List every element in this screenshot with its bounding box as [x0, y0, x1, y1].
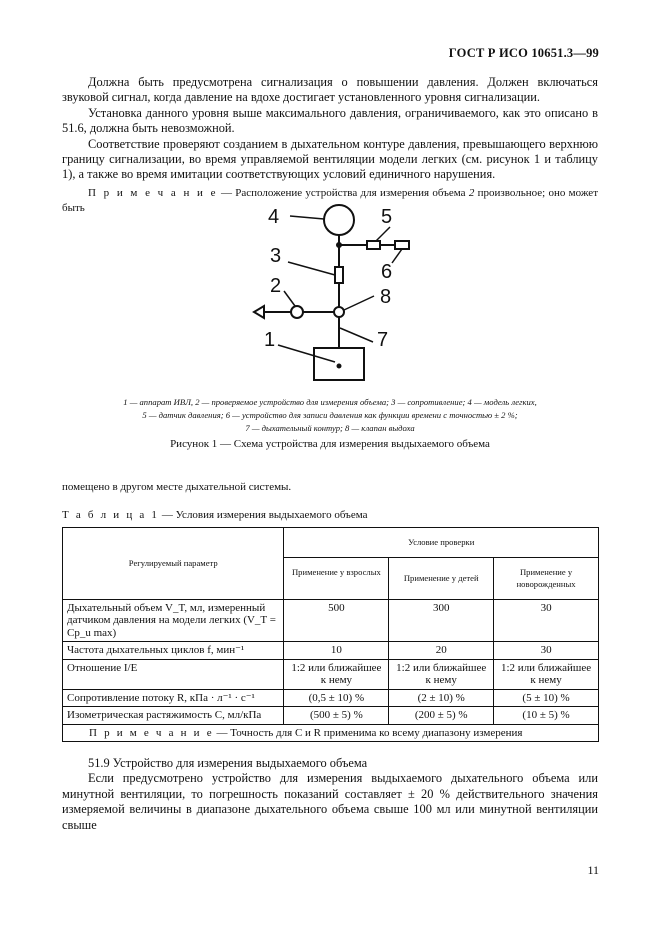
table-note: [63, 724, 599, 742]
figure-note-text: — Расположение устройства для измерения объема: [217, 187, 469, 199]
table-caption-label: Т а б л и ц а 1: [62, 509, 160, 521]
figure-note-text-2: произвольное; оно может быть: [62, 187, 598, 215]
junction-dot: [337, 243, 341, 247]
figure-note-label: П р и м е ч а н и е: [88, 187, 218, 199]
label-2: 2: [270, 275, 282, 297]
row-param: Отношение I/E: [63, 659, 284, 689]
leader-5: [376, 227, 390, 241]
measurement-diagram: [240, 200, 420, 390]
ventilator-dot: [338, 365, 341, 368]
row-value: (5 ± 10) %: [494, 689, 599, 707]
outlet-arrow: [254, 306, 264, 318]
row-value: 1:2 или ближайшее к нему: [284, 659, 389, 689]
page-number: 11: [587, 863, 599, 877]
lung-model-circle: [324, 205, 354, 235]
label-7: 7: [377, 329, 389, 351]
intro-paragraph-2: Установка данного уровня выше максимального давления, ограничиваемого, как это описано в 51.6, должна быть невозможной.: [62, 105, 598, 136]
row-value: 30: [494, 642, 599, 660]
row-value: (200 ± 5) %: [389, 707, 494, 725]
label-1: 1: [264, 329, 276, 351]
row-value: (500 ± 5) %: [284, 707, 389, 725]
intro-paragraph-3: Соответствие проверяют созданием в дыхательном контуре давления, превышающего верхнюю границу сигнализации, во время управляемой вентиляции модели легких (см. рисунок 1 и таблицу 1), а также во время имитации соответствующих условий единичного нарушения.: [62, 136, 598, 182]
table-caption-text: — Условия измерения выдыхаемого объема: [159, 509, 368, 521]
exhalation-valve-circle: [334, 307, 344, 317]
table-header-row: [63, 528, 599, 558]
table-note-row: [63, 724, 599, 742]
conditions-table: [62, 527, 599, 742]
intro-paragraph-1: Должна быть предусмотрена сигнализация о повышении давления. Должен включаться звуковой сигнал, когда давление на вдохе достигает установленного уровня сигнализации.: [62, 75, 598, 105]
label-3: 3: [270, 245, 282, 267]
header-conditions: Условие проверки: [284, 528, 599, 558]
row-value: 500: [284, 599, 389, 642]
table-row: [63, 659, 599, 689]
row-param: Сопротивление потоку R, кПа · л⁻¹ · с⁻¹: [63, 689, 284, 707]
leader-7: [340, 328, 373, 342]
resistance-box: [335, 267, 343, 283]
legend-line-2: 5 — датчик давления; 6 — устройство для записи давления как функции времени с точностью ± 2 %;: [142, 410, 518, 420]
row-value: 1:2 или ближайшее к нему: [494, 659, 599, 689]
section-51-9: [62, 756, 598, 833]
label-5: 5: [381, 206, 393, 228]
row-value: 30: [494, 599, 599, 642]
col-adults: Применение у взрослых: [284, 557, 389, 599]
row-value: (0,5 ± 10) %: [284, 689, 389, 707]
leader-8: [344, 296, 374, 310]
row-value: 1:2 или ближайшее к нему: [389, 659, 494, 689]
label-6: 6: [381, 261, 393, 283]
intro-text: [62, 75, 598, 183]
table-row: [63, 599, 599, 642]
leader-2: [284, 291, 295, 306]
row-value: 20: [389, 642, 494, 660]
col-children: Применение у детей: [389, 557, 494, 599]
figure-legend: [62, 396, 598, 435]
row-param: Изометрическая растяжимость C, мл/кПа: [63, 707, 284, 725]
section-title: 51.9 Устройство для измерения выдыхаемого объема: [88, 756, 368, 770]
figure-note-number: 2: [468, 187, 475, 199]
legend-line-1: 1 — аппарат ИВЛ, 2 — проверяемое устройство для измерения объема; 3 — сопротивление; 4 — модель легких,: [123, 397, 537, 407]
row-value: 300: [389, 599, 494, 642]
label-8: 8: [380, 286, 392, 308]
label-4: 4: [268, 206, 280, 228]
document-header: ГОСТ Р ИСО 10651.3—99: [448, 46, 599, 60]
table-row: [63, 642, 599, 660]
table-row: [63, 707, 599, 725]
section-text: Если предусмотрено устройство для измерения выдыхаемого дыхательного объема или минутной вентиляции, то погрешность показаний составляет ± 20 % действительного значения измеряемой величины в диапазоне дыхательного объема свыше 100 мл или минутной вентиляции свыше: [62, 771, 598, 832]
leader-6: [392, 249, 402, 263]
row-value: (10 ± 5) %: [494, 707, 599, 725]
table-note-text: — Точность для C и R применима ко всему диапазону измерения: [213, 726, 523, 739]
legend-line-3: 7 — дыхательный контур; 8 — клапан выдоха: [245, 423, 415, 433]
leader-3: [288, 262, 335, 275]
row-value: 10: [284, 642, 389, 660]
continuation-text: помещено в другом месте дыхательной системы.: [62, 481, 292, 493]
pressure-sensor-box: [367, 241, 380, 249]
figure-caption: Рисунок 1 — Схема устройства для измерения выдыхаемого объема: [170, 438, 490, 450]
table-note-label: П р и м е ч а н и е: [89, 726, 214, 739]
leader-4: [290, 216, 324, 219]
recorder-box: [395, 241, 409, 249]
header-param: Регулируемый параметр: [63, 528, 284, 600]
col-newborns: Применение у новорожденных: [494, 557, 599, 599]
volume-device-circle: [291, 306, 303, 318]
row-param: Дыхательный объем V_T, мл, измеренный датчиком давления на модели легких (V_T = Cp_u max): [63, 599, 284, 642]
table-row: [63, 689, 599, 707]
row-value: (2 ± 10) %: [389, 689, 494, 707]
table-caption: [62, 508, 598, 523]
row-param: Частота дыхательных циклов f, мин⁻¹: [63, 642, 284, 660]
